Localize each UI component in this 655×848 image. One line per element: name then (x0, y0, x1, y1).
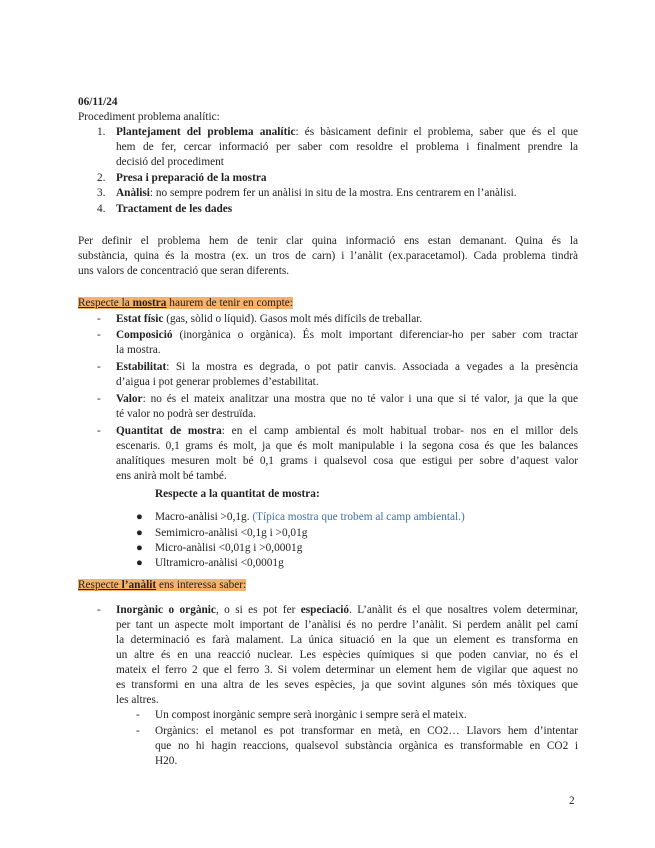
step-number: 2. (97, 172, 106, 184)
sub-item-line: H20. (155, 755, 178, 767)
page-number: 2 (569, 795, 575, 807)
bullet-item: Macro-anàlisi >0,1g. (Típica mostra que trobem al camp ambiental.) (155, 511, 465, 523)
mostra-item-line: ens anirà molt bé també. (116, 470, 227, 482)
bullet-marker: ● (136, 542, 143, 554)
step-number: 4. (97, 203, 106, 215)
dash-marker: - (97, 313, 101, 325)
mostra-item-line: la mostra. (116, 344, 161, 356)
bullet-item: Micro-anàlisi <0,01g i >0,0001g (155, 542, 303, 554)
dash-marker: - (97, 604, 101, 616)
dash-marker: - (97, 329, 101, 341)
dash-marker: - (97, 361, 101, 373)
step-number: 1. (97, 126, 106, 138)
mostra-item-line: té valor no podrà ser destruïda. (116, 408, 256, 420)
analit-item-line: mateix el ferro 2 que el ferro 3. Si volem determinar un element hem de vigilar que aquest no (116, 664, 578, 676)
dash-marker: - (97, 393, 101, 405)
bullet-marker: ● (136, 557, 143, 569)
paragraph-line: uns valors de concentració que seran diferents. (78, 265, 290, 277)
bullet-marker: ● (136, 511, 143, 523)
mostra-item: Quantitat de mostra: en el camp ambiental és molt habitual trobar- nos en el millor dels (116, 425, 578, 437)
analit-item-line: es transformi en una altra de les seves espècies, ja que sovint algunes són més tòxiques que (116, 679, 578, 691)
sub-item: Orgànics: el metanol es pot transformar en metà, en CO2… Llavors hem d’intentar (155, 725, 578, 737)
analit-item: Inorgànic o orgànic, o si es pot fer especiació. L’anàlit és el que nosaltres volem determinar, (116, 604, 578, 616)
step-1-line: decisió del procediment (116, 156, 224, 168)
paragraph-line: Per definir el problema hem de tenir clar quina informació ens estan demanant. Quina és la (78, 235, 578, 247)
mostra-item: Valor: no és el mateix analitzar una mostra que no té valor i una que si té valor, ja que la que (116, 393, 578, 405)
sub-item: Un compost inorgànic sempre serà inorgànic i sempre serà el mateix. (155, 709, 467, 721)
dash-marker: - (136, 725, 140, 737)
step-2-line: Presa i preparació de la mostra (116, 172, 267, 184)
mostra-item-line: analítiques mesuren molt bé 0,1 grams i qualsevol cosa que estigui per sobre d’aquest valor (116, 455, 578, 467)
sub-item-line: que no hi hagin reaccions, qualsevol substància orgànica es transformable en CO2 i (155, 740, 578, 752)
step-4-line: Tractament de les dades (116, 203, 233, 215)
bullet-item: Ultramicro-anàlisi <0,0001g (155, 557, 284, 569)
mostra-item: Estat físic (gas, sòlid o líquid). Gasos molt més difícils de treballar. (116, 313, 423, 325)
step-1-line: Plantejament del problema analític: és bàsicament definir el problema, saber que és el que (116, 126, 578, 138)
date: 06/11/24 (78, 96, 118, 108)
section-heading-mostra: Respecte la mostra haurem de tenir en compte: (78, 297, 293, 309)
step-3-line: Anàlisi: no sempre podrem fer un anàlisi in situ de la mostra. Ens centrarem en l’anàlisi. (116, 187, 517, 199)
quantitat-heading: Respecte a la quantitat de mostra: (155, 488, 320, 500)
dash-marker: - (97, 425, 101, 437)
mostra-item-line: escenaris. 0,1 grams és molt, ja que és molt manipulable i la segona cosa és que les balances (116, 440, 578, 452)
bullet-item: Semimicro-anàlisi <0,1g i >0,01g (155, 527, 308, 539)
step-1-line: hem de fer, cercar informació per saber com resoldre el problema i finalment prendre la (116, 141, 578, 153)
mostra-item-line: d’aigua i pot generar problemes d’estabilitat. (116, 376, 319, 388)
intro-line: Procediment problema analític: (78, 111, 220, 123)
dash-marker: - (136, 709, 140, 721)
analit-item-line: un altre és en una reacció nuclear. Les espècies químiques si que poden canviar, no és el (116, 649, 578, 661)
analit-item-line: les altres. (116, 694, 159, 706)
analit-item-line: per tant un aspecte molt important de l’anàlisi és no perdre l’anàlit. Si perdem anàlit pel camí (116, 619, 578, 631)
mostra-item: Estabilitat: Si la mostra es degrada, o pot patir canvis. Associada a vegades a la presència (116, 361, 578, 373)
analit-item-line: la determinació es farà malament. La única situació en la que un element es transforma en (116, 634, 578, 646)
paragraph-line: substància, quina és la mostra (ex. un tros de carn) i l’anàlit (ex.paracetamol). Cada problema tindrà (78, 250, 578, 262)
section-heading-analit: Respecte l’anàlit ens interessa saber: (78, 579, 247, 591)
step-number: 3. (97, 187, 106, 199)
bullet-marker: ● (136, 527, 143, 539)
mostra-item: Composició (inorgànica o orgànica). És molt important diferenciar-ho per saber com tractar (116, 329, 578, 341)
